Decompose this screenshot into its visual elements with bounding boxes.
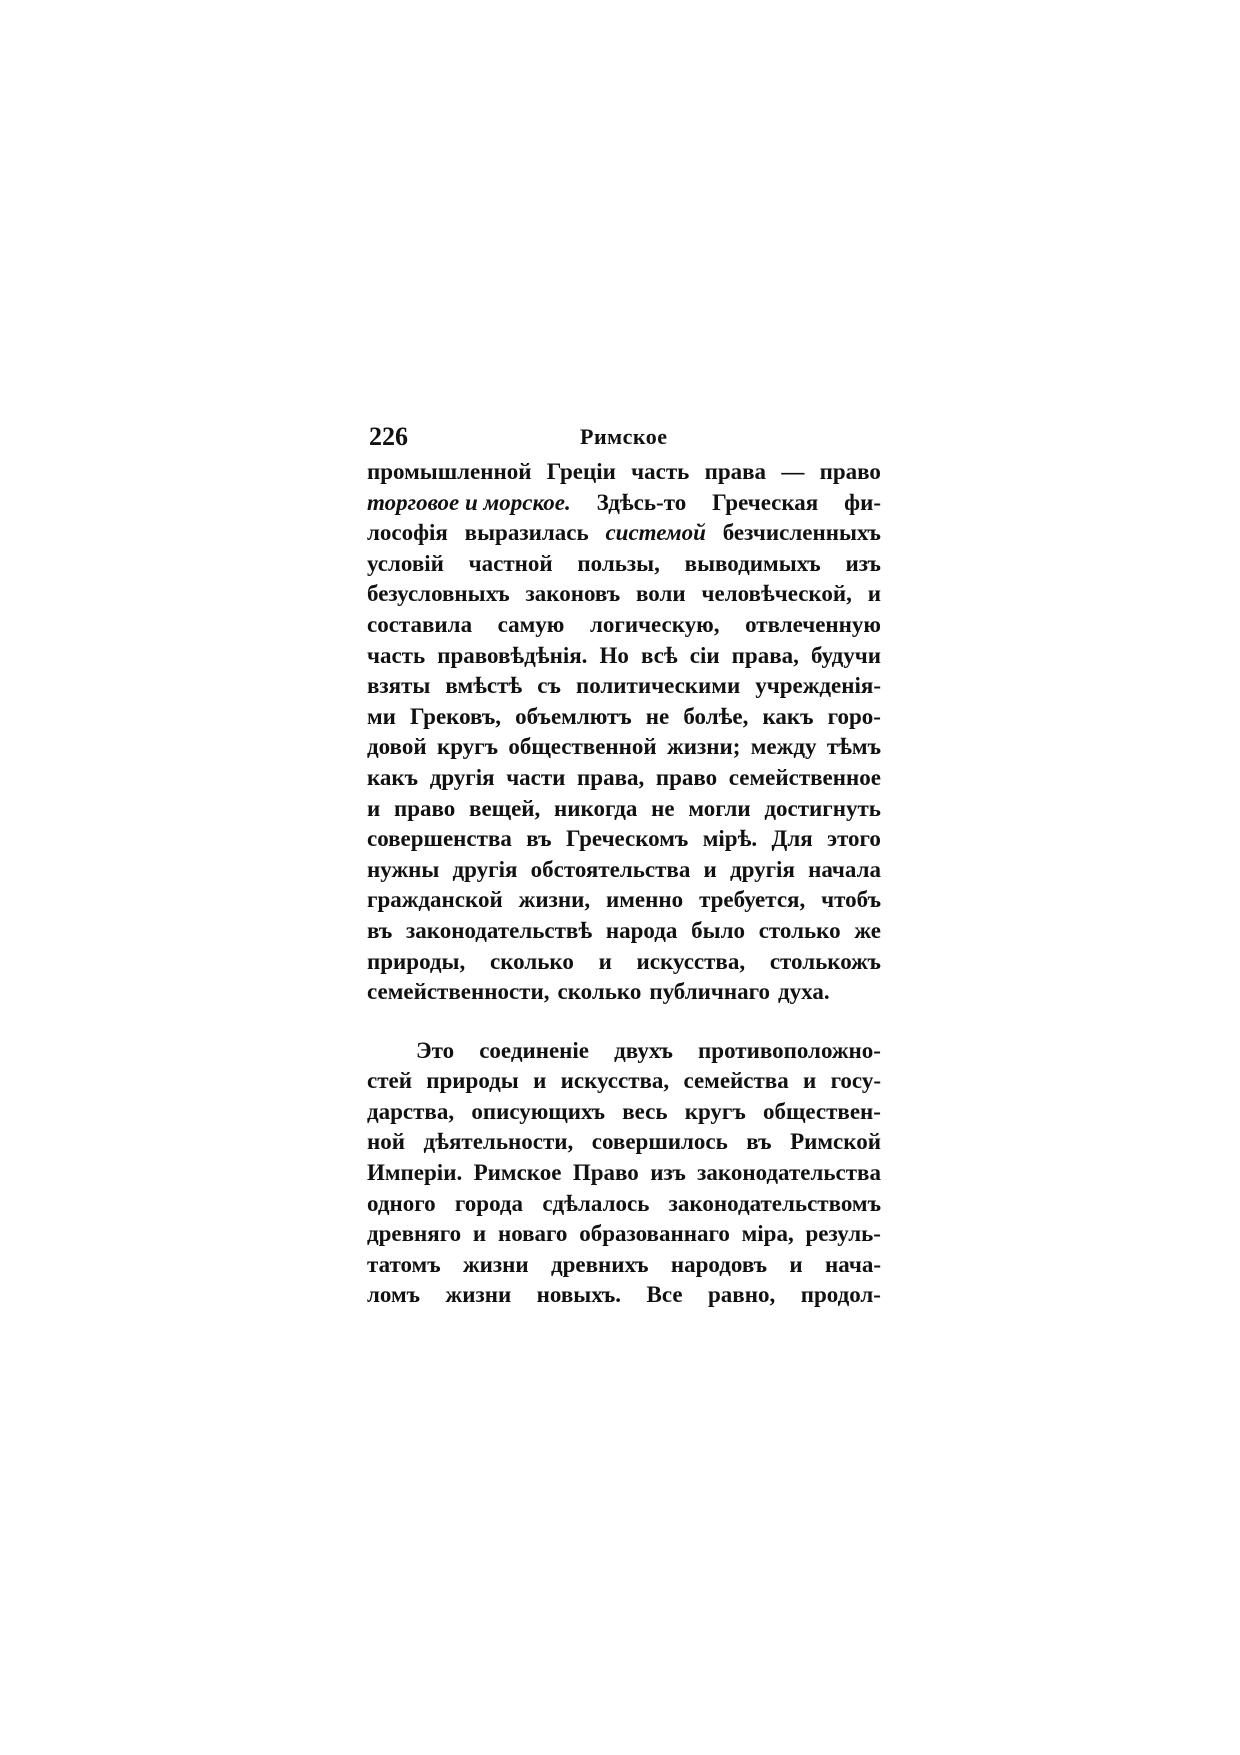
text-word: Это <box>416 1037 455 1063</box>
text-word: въ <box>526 826 552 852</box>
text-word: тѣмъ <box>826 734 881 760</box>
text-word: и <box>803 1068 817 1094</box>
text-word: выводимыхъ <box>684 550 821 576</box>
text-word: же <box>854 917 881 943</box>
text-word: соединеніе <box>479 1037 590 1063</box>
text-line <box>367 732 881 763</box>
text-word: начала <box>808 856 881 882</box>
text-word: госу- <box>830 1068 881 1094</box>
text-line <box>367 824 881 855</box>
text-word: никогда <box>554 795 638 821</box>
text-line <box>367 763 881 794</box>
text-word: совершенства <box>367 826 512 852</box>
text-word: Здѣсь-то <box>596 489 687 515</box>
text-line <box>367 977 881 1008</box>
running-head <box>367 417 881 457</box>
text-word: Но <box>599 642 629 668</box>
text-line <box>367 916 881 947</box>
text-line <box>367 1250 881 1281</box>
text-word: міра, <box>741 1221 794 1247</box>
text-word: древнихъ <box>550 1251 649 1277</box>
text-word: условій <box>367 550 444 576</box>
text-word: право <box>394 795 456 821</box>
text-word: ной <box>367 1129 406 1155</box>
paragraph-1 <box>367 457 881 1008</box>
text-word: человѣческой, <box>701 581 852 607</box>
text-line <box>367 1036 881 1067</box>
text-word: объемлютъ <box>515 703 632 729</box>
text-word: учрежденія- <box>755 673 881 699</box>
text-line <box>367 1097 881 1128</box>
text-word: жизни <box>462 1251 529 1277</box>
text-word: будучи <box>810 642 881 668</box>
text-word: Для <box>771 826 813 852</box>
text-word: вмѣстѣ <box>445 673 523 699</box>
text-word: другія <box>452 856 518 882</box>
text-word: искусства, <box>560 1068 670 1094</box>
text-word: логическую, <box>589 611 720 637</box>
text-word: народа <box>605 917 678 943</box>
text-word: безусловныхъ <box>367 581 510 607</box>
text-word: горо- <box>827 703 881 729</box>
text-word: фи- <box>844 489 881 515</box>
text-word: между <box>750 734 817 760</box>
text-word: изъ <box>845 550 881 576</box>
text-word: часть <box>631 459 690 484</box>
text-word: Все <box>646 1282 683 1308</box>
text-word: и <box>367 795 381 821</box>
text-word: съ <box>537 673 561 699</box>
text-word: самую <box>497 611 565 637</box>
text-line <box>367 794 881 825</box>
paragraph-2 <box>367 1036 881 1311</box>
text-word: природы <box>426 1068 519 1094</box>
text-word: права <box>704 459 767 484</box>
text-word: Греческая <box>712 489 819 515</box>
text-word: народовъ <box>670 1251 768 1277</box>
running-title: Римское <box>580 424 668 449</box>
text-word: обществен- <box>762 1098 881 1124</box>
text-word: Греціи <box>546 459 616 484</box>
text-word: гражданской <box>367 887 503 913</box>
text-line <box>367 488 881 519</box>
text-word: законодательства <box>697 1160 881 1186</box>
text-word: столькожъ <box>769 948 881 974</box>
text-line <box>367 1127 881 1158</box>
text-line <box>367 457 881 488</box>
text-word: семейственное <box>728 764 881 790</box>
text-word: въ <box>367 917 393 943</box>
text-line <box>367 947 881 978</box>
text-word: сколько <box>489 948 574 974</box>
text-word: татомъ <box>367 1251 441 1277</box>
page-text-block <box>367 417 881 1311</box>
text-word: нужны <box>367 856 440 882</box>
text-word: какъ <box>367 764 419 790</box>
text-line <box>367 702 881 733</box>
text-word: другія <box>429 764 495 790</box>
text-word: какъ <box>762 703 814 729</box>
text-word: нача- <box>825 1251 881 1277</box>
text-line <box>367 1280 881 1311</box>
text-word: новаго <box>497 1221 568 1247</box>
text-word: семейства <box>683 1068 789 1094</box>
text-word: столько <box>758 917 841 943</box>
text-word: жизни <box>445 1282 512 1308</box>
text-word: духа. <box>778 979 830 1005</box>
text-word: другія <box>729 856 795 882</box>
text-word: законодательствѣ <box>406 917 593 943</box>
text-word: — <box>781 459 805 484</box>
text-line <box>367 579 881 610</box>
text-word: составила <box>367 611 473 637</box>
text-word: жизни, <box>518 887 591 913</box>
text-word: и <box>472 1221 487 1247</box>
text-word: системой <box>605 520 706 546</box>
text-word: двухъ <box>614 1037 673 1063</box>
text-word: и <box>867 581 881 607</box>
text-word: правовѣдѣнія. <box>437 642 588 668</box>
text-word: стей <box>367 1068 412 1094</box>
text-word: пользы, <box>577 550 660 576</box>
text-word: часть <box>367 642 426 668</box>
text-word: законовъ <box>525 581 621 607</box>
text-word: новыхъ. <box>536 1282 622 1308</box>
text-word: равно, <box>708 1282 776 1308</box>
text-word: кругъ <box>436 734 499 760</box>
text-word: достигнуть <box>764 795 881 821</box>
text-word: воли <box>636 581 686 607</box>
text-word: древняго <box>367 1221 462 1247</box>
text-word: безчисленныхъ <box>722 520 881 546</box>
text-line <box>367 671 881 702</box>
text-word: и <box>598 948 612 974</box>
text-word: и <box>789 1251 803 1277</box>
text-word: совершилось <box>591 1129 728 1155</box>
text-word: Имперіи. <box>367 1160 463 1186</box>
text-line <box>367 855 881 886</box>
text-word: обстоятельства <box>530 856 691 882</box>
text-word: не <box>651 795 675 821</box>
text-line <box>367 1219 881 1250</box>
text-word: и <box>703 856 717 882</box>
text-line <box>367 1189 881 1220</box>
text-word: одного <box>367 1190 436 1216</box>
text-word: жизни; <box>667 734 741 760</box>
text-word: природы, <box>367 948 466 974</box>
text-word: Грековъ, <box>409 703 502 729</box>
paragraph-gap <box>367 1008 881 1036</box>
text-word: образованнаго <box>579 1221 730 1247</box>
text-word: право <box>655 764 718 790</box>
text-word: требуется, <box>699 887 806 913</box>
text-word: дарства, <box>367 1098 455 1124</box>
text-word: политическими <box>575 673 741 699</box>
text-word: промышленной <box>367 459 532 484</box>
text-word: лософія <box>367 520 448 546</box>
text-word: торговое и морское. <box>367 489 571 515</box>
text-word: общественной <box>508 734 657 760</box>
text-word: искусства, <box>636 948 746 974</box>
text-word: этого <box>827 826 881 852</box>
text-word: частной <box>468 550 553 576</box>
text-word: дѣятельности, <box>423 1129 574 1155</box>
text-word: семейственности, <box>367 979 550 1005</box>
text-word: резуль- <box>805 1221 881 1247</box>
text-word: права, <box>577 764 645 790</box>
page-number: 226 <box>369 422 408 451</box>
text-word: довой <box>367 734 427 760</box>
text-word: всѣ <box>640 642 678 668</box>
text-line <box>367 885 881 916</box>
text-word: кругъ <box>684 1098 746 1124</box>
text-word: законодательствомъ <box>668 1190 881 1216</box>
text-word: вещей, <box>469 795 541 821</box>
text-word: права, <box>731 642 799 668</box>
text-word: чтобъ <box>821 887 881 913</box>
text-line <box>367 641 881 672</box>
text-line <box>367 1066 881 1097</box>
text-word: Греческомъ <box>565 826 689 852</box>
text-word: именно <box>606 887 684 913</box>
text-word: описующихъ <box>471 1098 605 1124</box>
text-word: не <box>645 703 670 729</box>
text-word: могли <box>688 795 751 821</box>
text-word: весь <box>622 1098 668 1124</box>
text-word: Право <box>572 1160 639 1186</box>
text-word: продол- <box>800 1282 881 1308</box>
text-word: Римское <box>473 1160 562 1186</box>
text-word: сдѣлалось <box>542 1190 650 1216</box>
text-word: было <box>691 917 745 943</box>
text-word: ломъ <box>367 1282 421 1308</box>
text-word: и <box>533 1068 547 1094</box>
text-line <box>367 610 881 641</box>
text-line <box>367 1158 881 1189</box>
text-word: города <box>454 1190 524 1216</box>
text-word: Римской <box>790 1129 881 1155</box>
text-word: противоположно- <box>698 1037 881 1063</box>
text-word: право <box>819 459 881 484</box>
text-word: ми <box>367 703 396 729</box>
text-word: части <box>506 764 566 790</box>
text-line <box>367 518 881 549</box>
text-word: публичнаго <box>649 979 770 1005</box>
text-word: болѣе, <box>683 703 749 729</box>
text-line <box>367 549 881 580</box>
text-word: сіи <box>689 642 720 668</box>
text-word: въ <box>746 1129 772 1155</box>
text-word: выразилась <box>464 520 589 546</box>
text-word: сколько <box>557 979 642 1005</box>
text-word: отвлеченную <box>745 611 881 637</box>
text-word: взяты <box>367 673 431 699</box>
text-word: изъ <box>650 1160 686 1186</box>
text-word: мірѣ. <box>702 826 758 852</box>
